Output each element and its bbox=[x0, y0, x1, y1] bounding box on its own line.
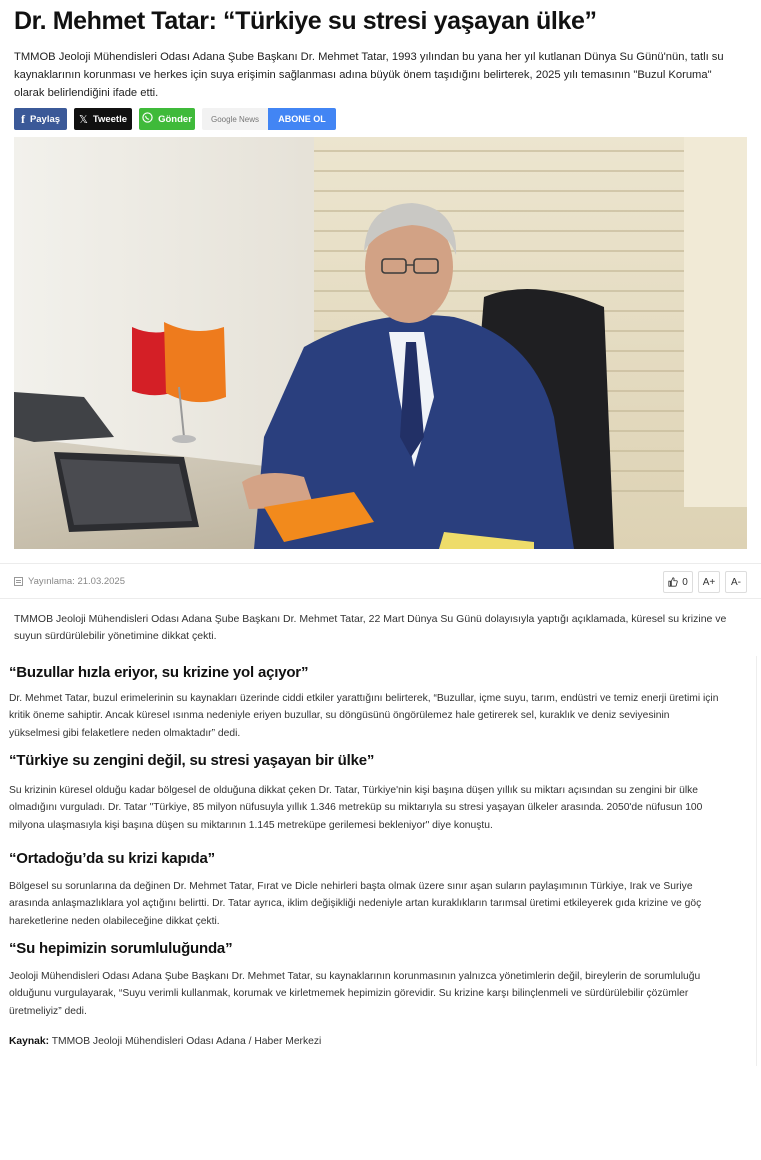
subscribe-button[interactable] bbox=[268, 108, 336, 130]
publish-date: Yayınlama: 21.03.2025 bbox=[28, 576, 126, 587]
section-heading: “Su hepimizin sorumluluğunda” bbox=[9, 940, 233, 957]
article-photo bbox=[14, 137, 747, 549]
whatsapp-share-label: Gönder bbox=[158, 113, 192, 125]
twitter-share-button[interactable] bbox=[74, 108, 132, 130]
like-count: 0 bbox=[682, 576, 688, 588]
article-body bbox=[0, 656, 757, 1066]
section-paragraph: Bölgesel su sorunlarına da değinen Dr. Mehmet Tatar, Fırat ve Dicle nehirleri başta olmak üzere sınır aşan suların paylaşımının Türkiye, Irak ve Suriye arasında anlaşmazlıklara yol açtığını belirtti. Dr. Tatar ayrıca, iklim değişikliği nedeniyle artan kuraklıkların tarımsal üretimi etkileyerek gıda krizine ve göç hareketlerine neden olabileceğine dikkat çekti. bbox=[9, 881, 702, 927]
like-button[interactable] bbox=[663, 571, 693, 593]
font-increase-button[interactable]: A+ bbox=[698, 571, 720, 593]
article-photo-illustration bbox=[14, 137, 747, 549]
facebook-icon: f bbox=[20, 111, 25, 126]
share-bar bbox=[14, 108, 343, 130]
subscribe-label: ABONE OL bbox=[278, 114, 326, 124]
font-decrease-button[interactable]: A- bbox=[725, 571, 747, 593]
article-tools bbox=[663, 571, 747, 593]
source-value: TMMOB Jeoloji Mühendisleri Odası Adana / Haber Merkezi bbox=[49, 1036, 322, 1047]
twitter-share-label: Tweetle bbox=[92, 113, 127, 125]
article-meta-bar bbox=[0, 563, 761, 599]
publish-info bbox=[14, 576, 125, 587]
calendar-icon bbox=[14, 577, 23, 586]
whatsapp-share-button[interactable] bbox=[139, 108, 195, 130]
section-paragraph: Su krizinin küresel olduğu kadar bölgesel de olduğuna dikkat çeken Dr. Tatar, Türkiye'nin kişi başına düşen yıllık su miktarı açısından su zengini bir ülke olmadığını vurguladı. Dr. Tatar "Türkiye, 85 milyon nüfusuyla yıllık 1.346 metreküp su miktarıyla su stresi yaşayan ülkeler arasında. 2050'de nüfusun 100 milyona ulaşmasıyla kişi başına düşen su miktarının 1.145 metreküpe gerilemesi bekleniyor" diye konuştu. bbox=[9, 785, 703, 831]
x-icon: 𝕏 bbox=[78, 113, 88, 126]
whatsapp-icon bbox=[142, 112, 153, 126]
section-paragraph: Jeoloji Mühendisleri Odası Adana Şube Başkanı Dr. Mehmet Tatar, su kaynaklarının korunmasının yalnızca yönetimlerin değil, bireylerin de sorumluluğu olduğunu vurgulayarak, “Suyu verimli kullanmak, korumak ve kirletmemek hepimizin görevidir. Su krizine karşı bilinçlenmeli ve sürdürülebilir çözümler üretmeliyiz” dedi. bbox=[9, 971, 701, 1017]
article-lead: TMMOB Jeoloji Mühendisleri Odası Adana Şube Başkanı Dr. Mehmet Tatar, 22 Mart Dünya Su Günü dolayısıyla yaptığı açıklamada, küresel su krizine ve suyun sürdürülebilir yönetimine dikkat çekti. bbox=[14, 613, 727, 642]
thumbs-up-icon bbox=[668, 577, 678, 587]
facebook-share-label: Paylaş bbox=[29, 113, 61, 125]
section-paragraph: Dr. Mehmet Tatar, buzul erimelerinin su kaynakları üzerinde ciddi etkiler yarattığını belirterek, “Buzullar, içme suyu, tarım, endüstri ve temiz enerji üretimi için kritik öneme sahiptir. Ancak küresel ısınma nedeniyle eriyen buzullar, su döngüsünü öngörülemez hale getirerek sel, kuraklık ve deniz seviyesinin yükselmesi gibi felaketlere neden olmaktadır” dedi. bbox=[9, 693, 719, 739]
facebook-share-button[interactable] bbox=[14, 108, 67, 130]
google-news-logo: Google News bbox=[210, 114, 260, 124]
article-source bbox=[9, 1036, 321, 1047]
article-summary: TMMOB Jeoloji Mühendisleri Odası Adana Şube Başkanı Dr. Mehmet Tatar, 1993 yılından bu yana her yıl kutlanan Dünya Su Günü'nün, tatlı su kaynaklarının korunması ve herkes için suya erişimin sağlanması adına büyük önem taşıdığını belirterek, 2025 yılı temasının "Buzul Koruma" olarak belirlendiğini ifade etti. bbox=[14, 51, 724, 99]
google-news-button[interactable] bbox=[202, 108, 268, 130]
section-heading: “Buzullar hızla eriyor, su krizine yol açıyor” bbox=[9, 664, 309, 681]
section-heading: “Türkiye su zengini değil, su stresi yaşayan bir ülke” bbox=[9, 752, 375, 769]
source-label: Kaynak: bbox=[9, 1036, 50, 1047]
section-heading: “Ortadoğu’da su krizi kapıda” bbox=[9, 850, 215, 867]
article-title: Dr. Mehmet Tatar: “Türkiye su stresi yaşayan ülke” bbox=[14, 7, 597, 35]
